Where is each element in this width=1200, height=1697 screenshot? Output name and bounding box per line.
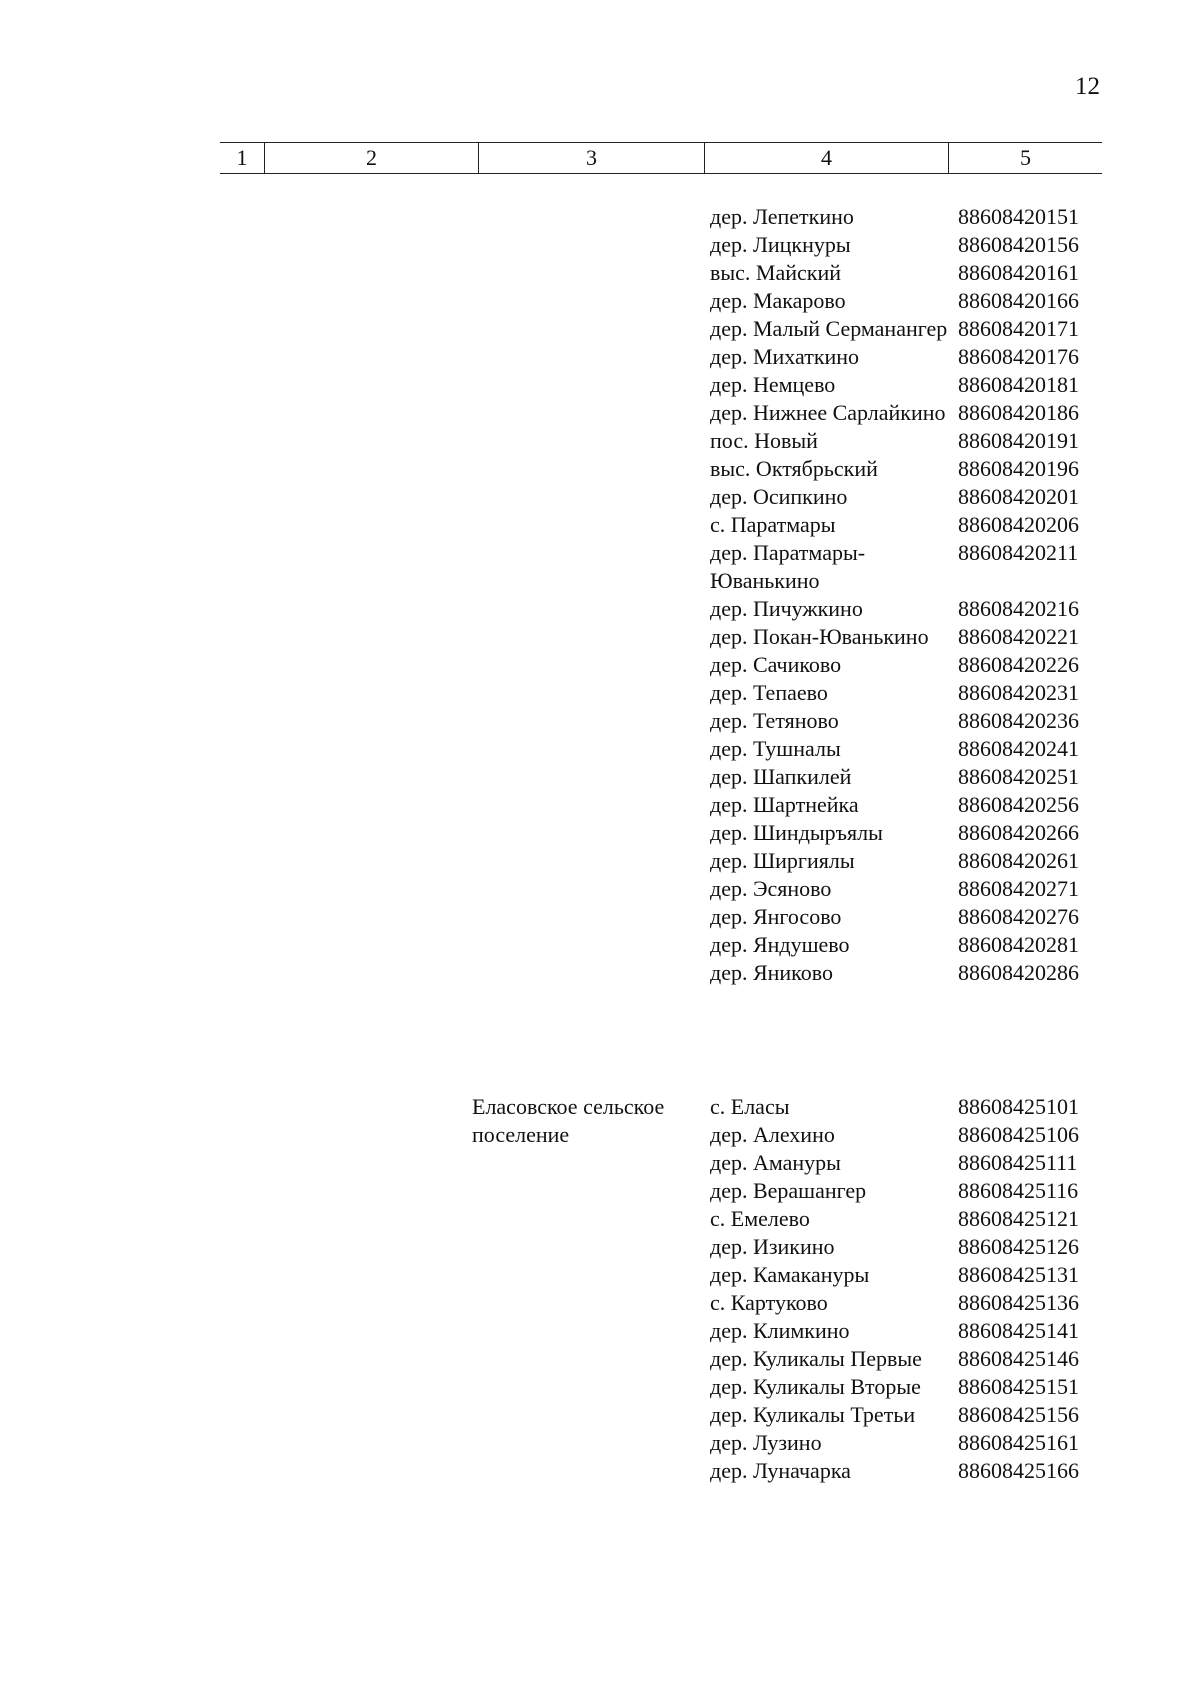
table-row [0, 1121, 1200, 1149]
locality-name: дер. Михаткино [710, 344, 860, 369]
locality-name: выс. Октябрьский [710, 456, 878, 481]
locality-name: с. Еласы [710, 1094, 790, 1119]
oktmo-code: 88608420226 [958, 652, 1079, 677]
oktmo-code: 88608420286 [958, 960, 1079, 985]
header-col-2: 2 [264, 143, 478, 173]
locality-name: дер. Сачиково [710, 652, 842, 677]
table-row [0, 1233, 1200, 1261]
oktmo-code: 88608425166 [958, 1458, 1079, 1483]
oktmo-code: 88608420241 [958, 736, 1079, 761]
oktmo-code: 88608420281 [958, 932, 1079, 957]
locality-name: дер. Яниково [710, 960, 833, 985]
oktmo-code: 88608420261 [958, 848, 1079, 873]
oktmo-code: 88608425146 [958, 1346, 1079, 1371]
table-row [0, 1429, 1200, 1457]
locality-name: дер. Лепеткино [710, 204, 854, 229]
locality-name: дер. Эсяново [710, 876, 832, 901]
table-row [0, 1261, 1200, 1289]
table-row [0, 1317, 1200, 1345]
oktmo-code: 88608425126 [958, 1234, 1079, 1259]
oktmo-code: 88608420166 [958, 288, 1079, 313]
oktmo-code: 88608420151 [958, 204, 1079, 229]
oktmo-code: 88608420161 [958, 260, 1079, 285]
table-row [0, 651, 1200, 679]
table-row [0, 455, 1200, 483]
table-row [0, 875, 1200, 903]
locality-name: с. Паратмары [710, 512, 836, 537]
locality-name: дер. Луначарка [710, 1458, 851, 1483]
table-row [0, 1093, 1200, 1121]
table-row [0, 1205, 1200, 1233]
locality-name: дер. Амануры [710, 1150, 841, 1175]
table-header [220, 142, 1102, 174]
locality-name: выс. Майский [710, 260, 842, 285]
page-number: 12 [1075, 73, 1100, 100]
locality-name: дер. Куликалы Вторые [710, 1374, 921, 1399]
oktmo-code: 88608420176 [958, 344, 1079, 369]
locality-name: дер. Куликалы Третьи [710, 1402, 916, 1427]
table-row [0, 679, 1200, 707]
table-row [0, 483, 1200, 511]
oktmo-code: 88608425141 [958, 1318, 1079, 1343]
table-row [0, 287, 1200, 315]
locality-name: дер. Алехино [710, 1122, 835, 1147]
oktmo-code: 88608420266 [958, 820, 1079, 845]
table-row [0, 399, 1200, 427]
oktmo-code: 88608420251 [958, 764, 1079, 789]
oktmo-code: 88608420191 [958, 428, 1079, 453]
table-row [0, 931, 1200, 959]
table-row [0, 539, 1200, 595]
table-row [0, 1177, 1200, 1205]
locality-name: дер. Янгосово [710, 904, 842, 929]
locality-name: дер. Шиндыръялы [710, 820, 883, 845]
locality-name: дер. Шапкилей [710, 764, 852, 789]
header-col-1: 1 [236, 145, 248, 170]
oktmo-code: 88608425121 [958, 1206, 1079, 1231]
oktmo-code: 88608420181 [958, 372, 1079, 397]
table-row [0, 623, 1200, 651]
locality-name: дер. Покан-Юванькино [710, 624, 929, 649]
table-row [0, 231, 1200, 259]
settlement-name: Еласовское сельское поселение [472, 1094, 665, 1147]
locality-name: дер. Тепаево [710, 680, 828, 705]
locality-name: дер. Пичужкино [710, 596, 863, 621]
oktmo-code: 88608420221 [958, 624, 1079, 649]
locality-name: пос. Новый [710, 428, 818, 453]
table-row [0, 203, 1200, 231]
oktmo-code: 88608420171 [958, 316, 1079, 341]
oktmo-code: 88608425131 [958, 1262, 1079, 1287]
oktmo-code: 88608425151 [958, 1374, 1079, 1399]
oktmo-code: 88608425136 [958, 1290, 1079, 1315]
table-row [0, 847, 1200, 875]
oktmo-code: 88608425101 [958, 1094, 1079, 1119]
locality-name: дер. Тушналы [710, 736, 841, 761]
oktmo-code: 88608425106 [958, 1122, 1079, 1147]
header-col-4: 4 [704, 143, 948, 173]
table-row [0, 511, 1200, 539]
locality-name: с. Картуково [710, 1290, 828, 1315]
oktmo-code: 88608420186 [958, 400, 1079, 425]
oktmo-code: 88608420156 [958, 232, 1079, 257]
locality-name: дер. Осипкино [710, 484, 848, 509]
oktmo-code: 88608420216 [958, 596, 1079, 621]
header-col-5: 5 [948, 143, 1102, 173]
locality-name: дер. Климкино [710, 1318, 850, 1343]
table-row [0, 1345, 1200, 1373]
table-row [0, 1149, 1200, 1177]
table-row [0, 371, 1200, 399]
oktmo-code: 88608425111 [958, 1150, 1078, 1175]
oktmo-code: 88608420276 [958, 904, 1079, 929]
table-row [0, 763, 1200, 791]
locality-name: дер. Немцево [710, 372, 836, 397]
locality-name: дер. Малый Серманангер [710, 316, 948, 341]
locality-name: дер. Изикино [710, 1234, 835, 1259]
table-row [0, 903, 1200, 931]
locality-name: дер. Лицкнуры [710, 232, 851, 257]
oktmo-code: 88608425161 [958, 1430, 1079, 1455]
table-row [0, 791, 1200, 819]
table-row [0, 595, 1200, 623]
oktmo-code: 88608420201 [958, 484, 1079, 509]
locality-name: дер. Паратмары-Юванькино [710, 540, 866, 593]
locality-name: дер. Нижнее Сарлайкино [710, 400, 946, 425]
oktmo-code: 88608425116 [958, 1178, 1079, 1203]
locality-name: дер. Яндушево [710, 932, 850, 957]
locality-name: дер. Макарово [710, 288, 846, 313]
locality-name: дер. Тетяново [710, 708, 839, 733]
table-row [0, 959, 1200, 987]
table-row [0, 259, 1200, 287]
table-row [0, 315, 1200, 343]
oktmo-code: 88608420256 [958, 792, 1079, 817]
oktmo-code: 88608420271 [958, 876, 1079, 901]
locality-name: дер. Ширгиялы [710, 848, 855, 873]
oktmo-code: 88608420211 [958, 540, 1079, 565]
locality-name: дер. Лузино [710, 1430, 822, 1455]
locality-name: дер. Камакануры [710, 1262, 870, 1287]
oktmo-code: 88608420236 [958, 708, 1079, 733]
header-col-3: 3 [478, 143, 704, 173]
table-row [0, 819, 1200, 847]
table-row [0, 735, 1200, 763]
table-row [0, 1373, 1200, 1401]
table-row [0, 707, 1200, 735]
oktmo-code: 88608420196 [958, 456, 1079, 481]
locality-name: с. Емелево [710, 1206, 810, 1231]
oktmo-code: 88608420206 [958, 512, 1079, 537]
table-row [0, 1401, 1200, 1429]
locality-name: дер. Куликалы Первые [710, 1346, 922, 1371]
table-row [0, 1457, 1200, 1485]
locality-name: дер. Верашангер [710, 1178, 867, 1203]
table-row [0, 343, 1200, 371]
locality-name: дер. Шартнейка [710, 792, 859, 817]
oktmo-code: 88608420231 [958, 680, 1079, 705]
table-row [0, 427, 1200, 455]
table-row [0, 1289, 1200, 1317]
oktmo-code: 88608425156 [958, 1402, 1079, 1427]
